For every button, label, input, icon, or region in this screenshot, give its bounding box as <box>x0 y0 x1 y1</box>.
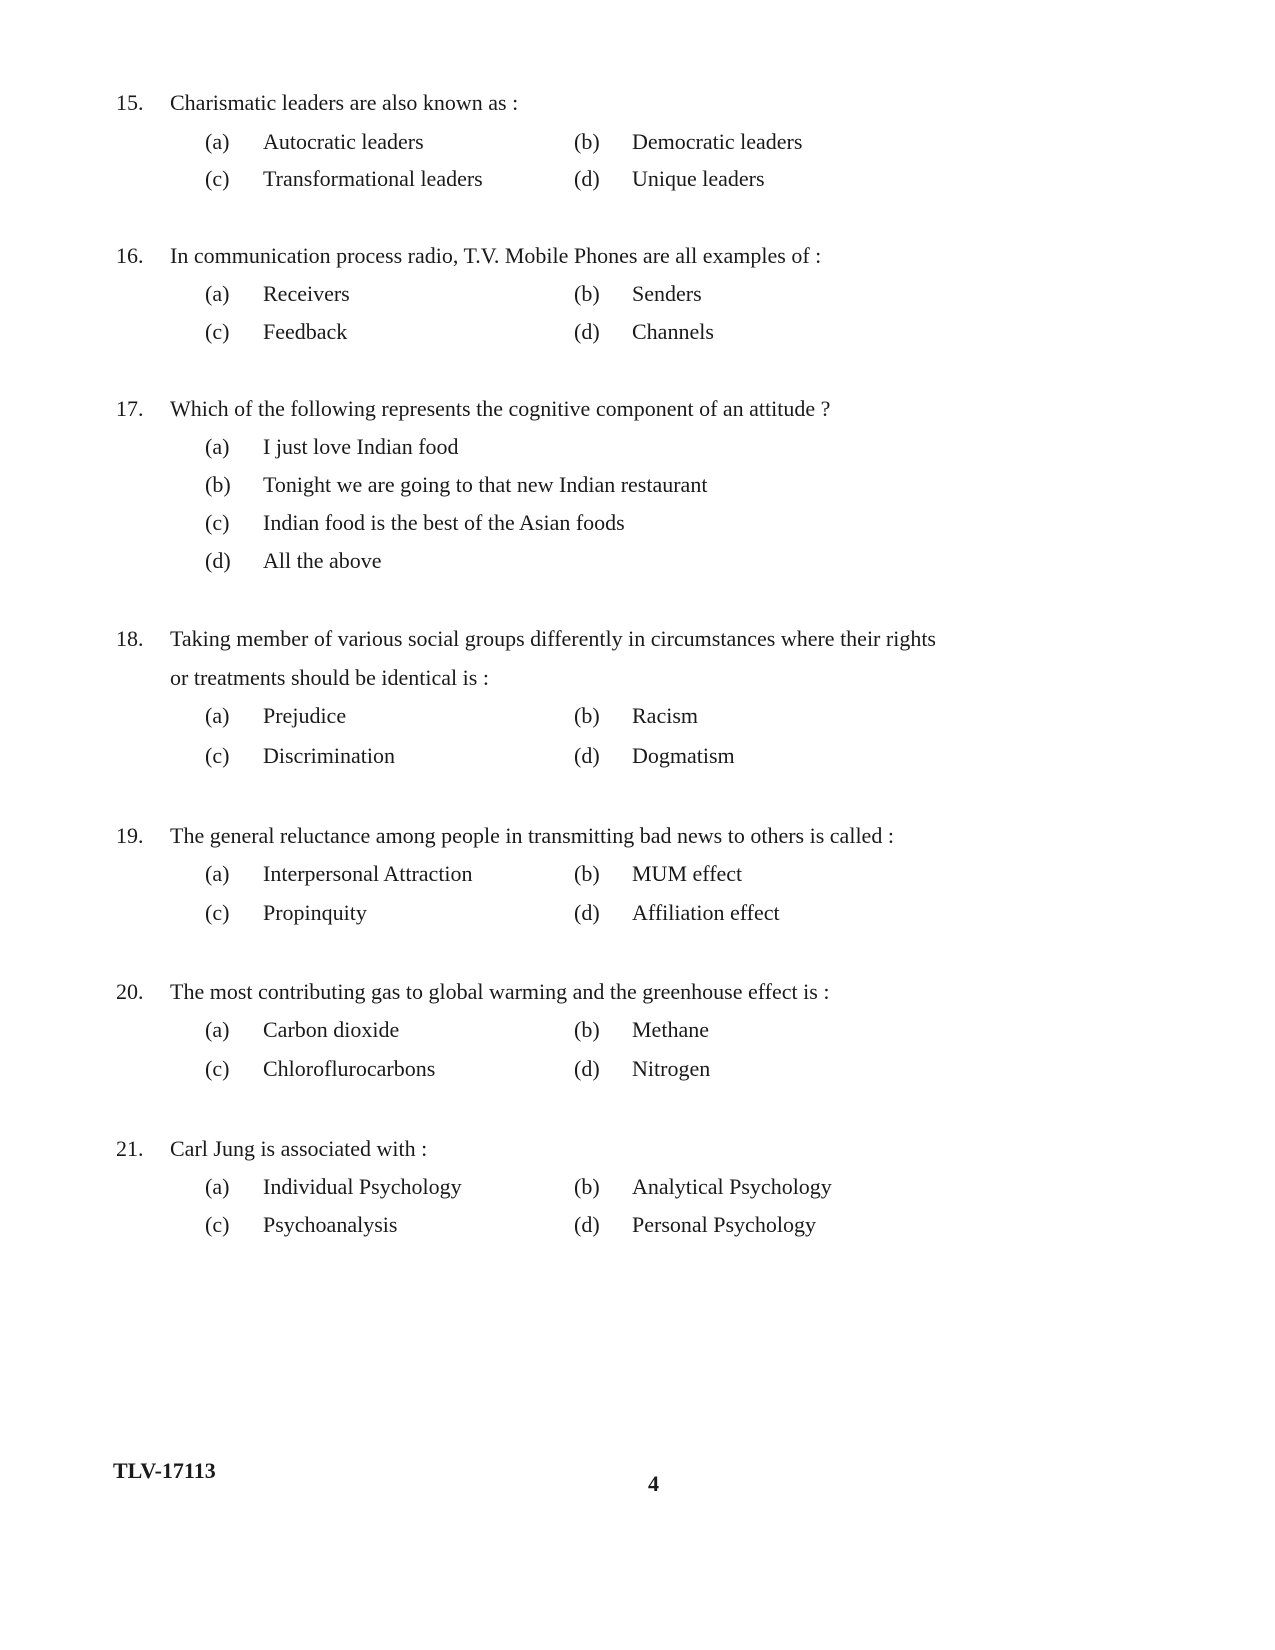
option-text: MUM effect <box>632 861 743 886</box>
option-text: Democratic leaders <box>632 129 803 154</box>
option-label: (d) <box>574 319 600 344</box>
option-text: Feedback <box>263 319 348 344</box>
option-label: (d) <box>205 548 231 573</box>
option-label: (b) <box>574 861 600 886</box>
option-label: (c) <box>205 1056 230 1081</box>
question-text: Carl Jung is associated with : <box>170 1136 428 1161</box>
question-number: 15. <box>116 90 144 115</box>
option-label: (d) <box>574 1212 600 1237</box>
option-label: (b) <box>574 703 600 728</box>
option-text: Racism <box>632 703 698 728</box>
question-text: The general reluctance among people in transmitting bad news to others is called : <box>170 823 894 848</box>
question-number: 17. <box>116 396 144 421</box>
option-text: Dogmatism <box>632 743 735 768</box>
question-text: Taking member of various social groups differently in circumstances where their rights <box>170 626 936 651</box>
question-text: Charismatic leaders are also known as : <box>170 90 519 115</box>
question-text: Which of the following represents the cognitive component of an attitude ? <box>170 396 831 421</box>
option-text: Discrimination <box>263 743 395 768</box>
option-text: Channels <box>632 319 714 344</box>
option-text: Nitrogen <box>632 1056 711 1081</box>
option-text: Transformational leaders <box>263 166 483 191</box>
option-label: (a) <box>205 703 230 728</box>
question-number: 20. <box>116 979 144 1004</box>
option-label: (c) <box>205 743 230 768</box>
option-text: I just love Indian food <box>263 434 459 459</box>
option-text: Receivers <box>263 281 350 306</box>
option-label: (b) <box>205 472 231 497</box>
option-text: Tonight we are going to that new Indian restaurant <box>263 472 708 497</box>
option-label: (a) <box>205 434 230 459</box>
option-text: Chloroflurocarbons <box>263 1056 436 1081</box>
option-label: (c) <box>205 510 230 535</box>
question-text-continued: or treatments should be identical is : <box>170 665 489 690</box>
option-text: Prejudice <box>263 703 347 728</box>
option-text: Senders <box>632 281 702 306</box>
option-text: Affiliation effect <box>632 900 780 925</box>
option-label: (b) <box>574 1174 600 1199</box>
option-text: Personal Psychology <box>632 1212 816 1237</box>
option-label: (d) <box>574 166 600 191</box>
option-text: Individual Psychology <box>263 1174 462 1199</box>
option-text: Propinquity <box>263 900 367 925</box>
option-label: (b) <box>574 1017 600 1042</box>
option-label: (c) <box>205 166 230 191</box>
option-label: (d) <box>574 1056 600 1081</box>
option-label: (b) <box>574 129 600 154</box>
option-label: (a) <box>205 1017 230 1042</box>
question-text: The most contributing gas to global warming and the greenhouse effect is : <box>170 979 830 1004</box>
question-number: 19. <box>116 823 144 848</box>
question-number: 21. <box>116 1136 144 1161</box>
option-text: Psychoanalysis <box>263 1212 398 1237</box>
option-label: (c) <box>205 1212 230 1237</box>
option-label: (a) <box>205 861 230 886</box>
option-text: Unique leaders <box>632 166 765 191</box>
question-number: 16. <box>116 243 144 268</box>
option-text: Methane <box>632 1017 709 1042</box>
page-number: 4 <box>648 1471 659 1496</box>
option-text: Analytical Psychology <box>632 1174 832 1199</box>
option-label: (a) <box>205 281 230 306</box>
option-text: Indian food is the best of the Asian foods <box>263 510 625 535</box>
option-text: All the above <box>263 548 382 573</box>
paper-code: TLV-17113 <box>113 1458 216 1483</box>
option-text: Carbon dioxide <box>263 1017 400 1042</box>
option-label: (b) <box>574 281 600 306</box>
option-label: (c) <box>205 900 230 925</box>
option-label: (a) <box>205 1174 230 1199</box>
question-number: 18. <box>116 626 144 651</box>
option-text: Interpersonal Attraction <box>263 861 473 886</box>
option-label: (a) <box>205 129 230 154</box>
option-label: (c) <box>205 319 230 344</box>
question-text: In communication process radio, T.V. Mobile Phones are all examples of : <box>170 243 822 268</box>
option-label: (d) <box>574 743 600 768</box>
option-text: Autocratic leaders <box>263 129 424 154</box>
option-label: (d) <box>574 900 600 925</box>
